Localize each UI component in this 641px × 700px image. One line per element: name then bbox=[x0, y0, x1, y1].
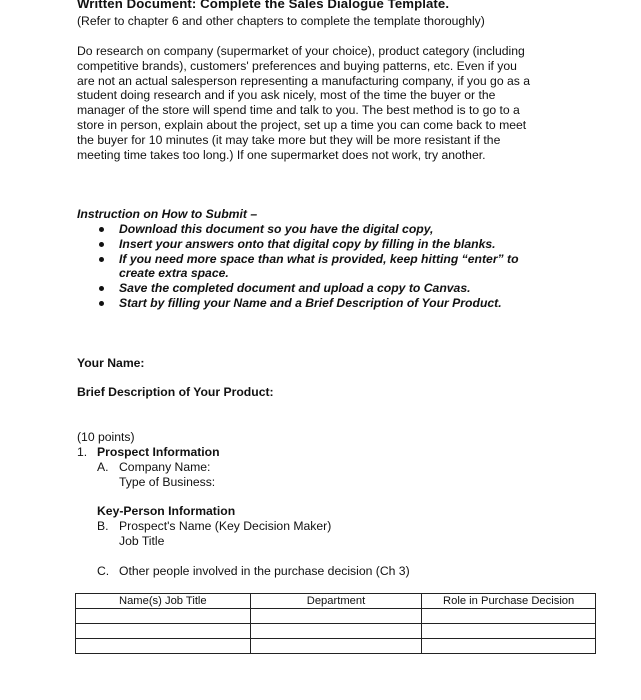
instruction-text: Save the completed document and upload a copy to Canvas. bbox=[119, 281, 471, 296]
intro-line: student doing research and if you ask nicely, most of the time the buyer or the bbox=[77, 88, 496, 103]
points-label: (10 points) bbox=[77, 430, 135, 444]
table-cell[interactable] bbox=[76, 609, 251, 624]
instruction-item bbox=[96, 252, 519, 282]
table-cell[interactable] bbox=[422, 609, 596, 624]
intro-line: manager of the store will spend time and talk to you. The best method is to go to a bbox=[77, 103, 520, 118]
bullet-icon bbox=[99, 227, 104, 232]
table-cell[interactable] bbox=[250, 624, 422, 639]
company-name-label: Company Name: bbox=[119, 460, 211, 474]
document-subtitle: (Refer to chapter 6 and other chapters to complete the template thoroughly) bbox=[77, 14, 485, 28]
instruction-item bbox=[96, 237, 519, 252]
table-cell[interactable] bbox=[422, 624, 596, 639]
instruction-item bbox=[96, 222, 519, 237]
instruction-text: Insert your answers onto that digital copy by filling in the blanks. bbox=[119, 236, 496, 251]
table-row bbox=[76, 624, 596, 639]
table-row bbox=[76, 639, 596, 654]
table-cell[interactable] bbox=[76, 639, 251, 654]
instruction-text: Download this document so you have the digital copy, bbox=[119, 222, 434, 236]
company-name-field[interactable] bbox=[97, 460, 210, 475]
instruction-text: create extra space. bbox=[119, 266, 229, 281]
bullet-icon bbox=[99, 257, 104, 262]
instructions-heading: Instruction on How to Submit – bbox=[77, 207, 258, 221]
table-row bbox=[76, 609, 596, 624]
item-letter: A. bbox=[97, 460, 109, 474]
instruction-text: If you need more space than what is provided, keep hitting “enter” to bbox=[119, 251, 519, 266]
intro-line: store in person, explain about the project, set up a time you can come back to meet bbox=[77, 117, 527, 132]
intro-line: Do research on company (supermarket of your choice), product category (including bbox=[77, 44, 525, 58]
table-header-row bbox=[76, 594, 596, 609]
bullet-icon bbox=[99, 242, 104, 247]
prospect-name-field[interactable] bbox=[97, 519, 331, 534]
your-name-field[interactable]: Your Name: bbox=[77, 356, 145, 370]
section-title: Prospect Information bbox=[97, 445, 220, 459]
document-title: Written Document: Complete the Sales Dialogue Template. bbox=[77, 0, 450, 11]
section-number: 1. bbox=[77, 445, 88, 459]
other-people-text: Other people involved in the purchase decision (Ch 3) bbox=[119, 564, 410, 578]
table-cell[interactable] bbox=[250, 609, 422, 624]
instruction-item bbox=[96, 281, 519, 296]
intro-line: the buyer for 10 minutes (it may take more but they will be more resistant if the bbox=[77, 132, 501, 147]
intro-line: competitive brands), customers' preferences and buying patterns, etc. Even if you bbox=[77, 58, 517, 73]
intro-line: meeting time takes too long.) If one supermarket does not work, try another. bbox=[77, 147, 486, 162]
column-header: Name(s) Job Title bbox=[76, 594, 251, 609]
intro-line: are not an actual salesperson representing a manufacturing company, if you go as a bbox=[77, 73, 531, 88]
bullet-icon bbox=[99, 286, 104, 291]
instruction-item bbox=[96, 296, 519, 311]
column-header: Department bbox=[250, 594, 422, 609]
type-of-business-field[interactable]: Type of Business: bbox=[119, 475, 216, 489]
table-cell[interactable] bbox=[422, 639, 596, 654]
table-cell[interactable] bbox=[250, 639, 422, 654]
instruction-text: Start by filling your Name and a Brief Description of Your Product. bbox=[119, 295, 502, 310]
table-cell[interactable] bbox=[76, 624, 251, 639]
bullet-icon bbox=[99, 301, 104, 306]
column-header: Role in Purchase Decision bbox=[422, 594, 596, 609]
item-letter: B. bbox=[97, 519, 109, 533]
instructions-list bbox=[96, 222, 519, 311]
item-letter: C. bbox=[97, 564, 110, 578]
other-people-label bbox=[97, 564, 410, 579]
prospect-name-label: Prospect's Name (Key Decision Maker) bbox=[119, 519, 332, 533]
purchase-decision-table bbox=[75, 593, 596, 654]
job-title-field[interactable]: Job Title bbox=[119, 534, 165, 548]
brief-description-field[interactable]: Brief Description of Your Product: bbox=[77, 385, 274, 399]
section-heading bbox=[77, 445, 220, 460]
key-person-heading: Key-Person Information bbox=[97, 504, 236, 518]
intro-paragraph bbox=[77, 44, 567, 162]
